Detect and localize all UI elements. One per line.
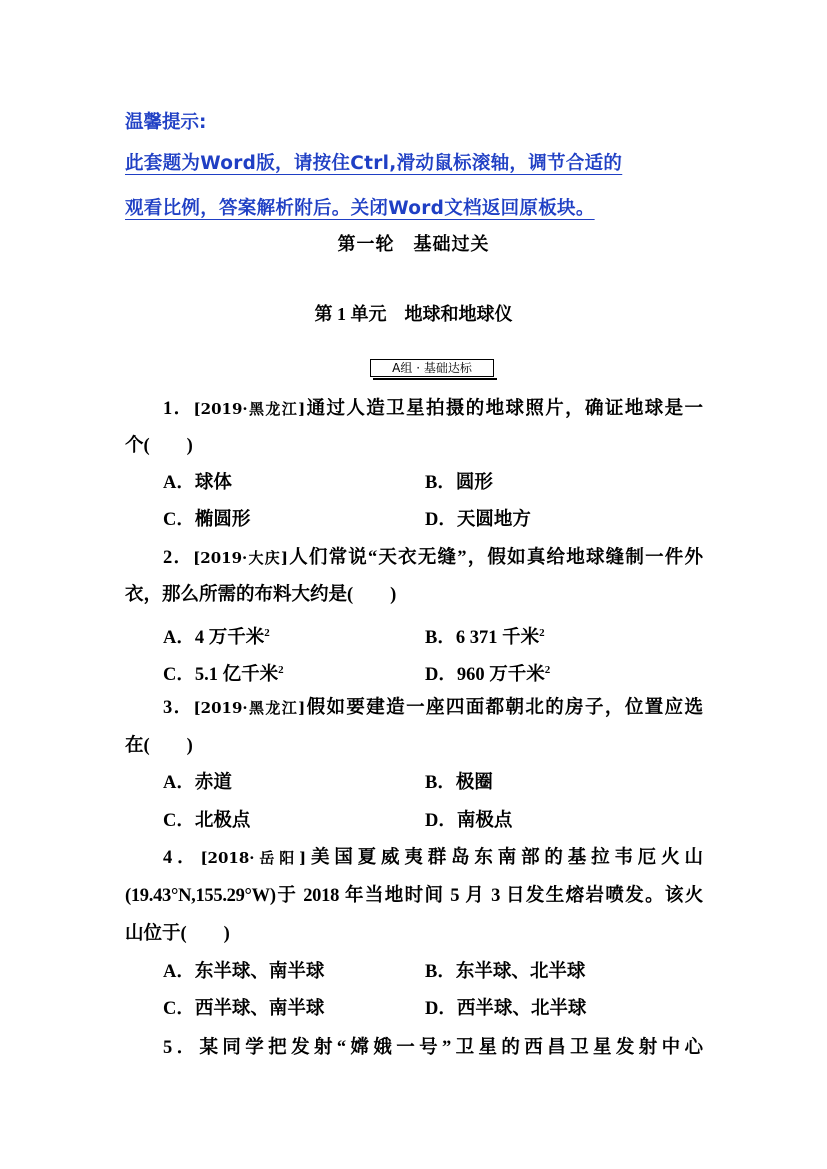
question-5-line-1: 5．某同学把发射“嫦娥一号”卫星的西昌卫星发射中心 [163,1038,703,1058]
tip-line-2[interactable]: 观看比例，答案解析附后。关闭Word文档返回原板块。 [125,198,595,219]
question-3-option-a: A．赤道 [163,773,232,793]
question-4-option-b: B．东半球、北半球 [425,962,586,982]
question-3-option-c: C．北极点 [163,811,251,831]
question-2-option-b: B．6 371 千米$^2$ [425,627,545,648]
question-3-line-2: 在( ) [125,736,193,756]
question-3-option-d: D．南极点 [425,811,513,831]
question-2-option-d: D．960 万千米$^2$ [425,664,551,685]
question-3-option-b: B．极圈 [425,773,493,793]
round-title: 第一轮 基础过关 [337,234,490,254]
question-4-option-d: D．西半球、北半球 [425,999,587,1019]
question-2-line-1: 2．[2019·大庆]人们常说“天衣无缝”，假如真给地球缝制一件外 [163,548,703,568]
question-4-line-2: (19.43°N,155.29°W)于 2018 年当地时间 5 月 3 日发生熔岩喷发。该火 [125,886,703,906]
question-4-line-3: 山位于( ) [125,924,230,944]
question-2-option-c: C．5.1 亿千米$^2$ [163,664,284,685]
tip-title: 温馨提示: [125,112,207,133]
question-2-option-a: A．4 万千米$^2$ [163,627,270,648]
question-1-option-a: A．球体 [163,473,232,493]
unit-title: 第 1 单元 地球和地球仪 [314,304,513,324]
question-4-line-1: 4．[2018·岳阳]美国夏威夷群岛东南部的基拉韦厄火山 [163,848,703,868]
tip-line-1[interactable]: 此套题为Word版，请按住Ctrl,滑动鼠标滚轴，调节合适的 [125,153,623,174]
question-2-line-2: 衣，那么所需的布料大约是( ) [125,585,397,605]
question-1-option-c: C．椭圆形 [163,510,251,530]
question-1-line-2: 个( ) [125,436,193,456]
group-label: A组 · 基础达标 [370,359,494,377]
question-1-line-1: 1．[2019·黑龙江]通过人造卫星拍摄的地球照片，确证地球是一 [163,399,703,419]
question-4-option-a: A．东半球、南半球 [163,962,325,982]
question-4-option-c: C．西半球、南半球 [163,999,325,1019]
question-1-option-d: D．天圆地方 [425,510,531,530]
question-3-line-1: 3．[2019·黑龙江]假如要建造一座四面都朝北的房子，位置应选 [163,698,703,718]
question-1-option-b: B．圆形 [425,473,493,493]
